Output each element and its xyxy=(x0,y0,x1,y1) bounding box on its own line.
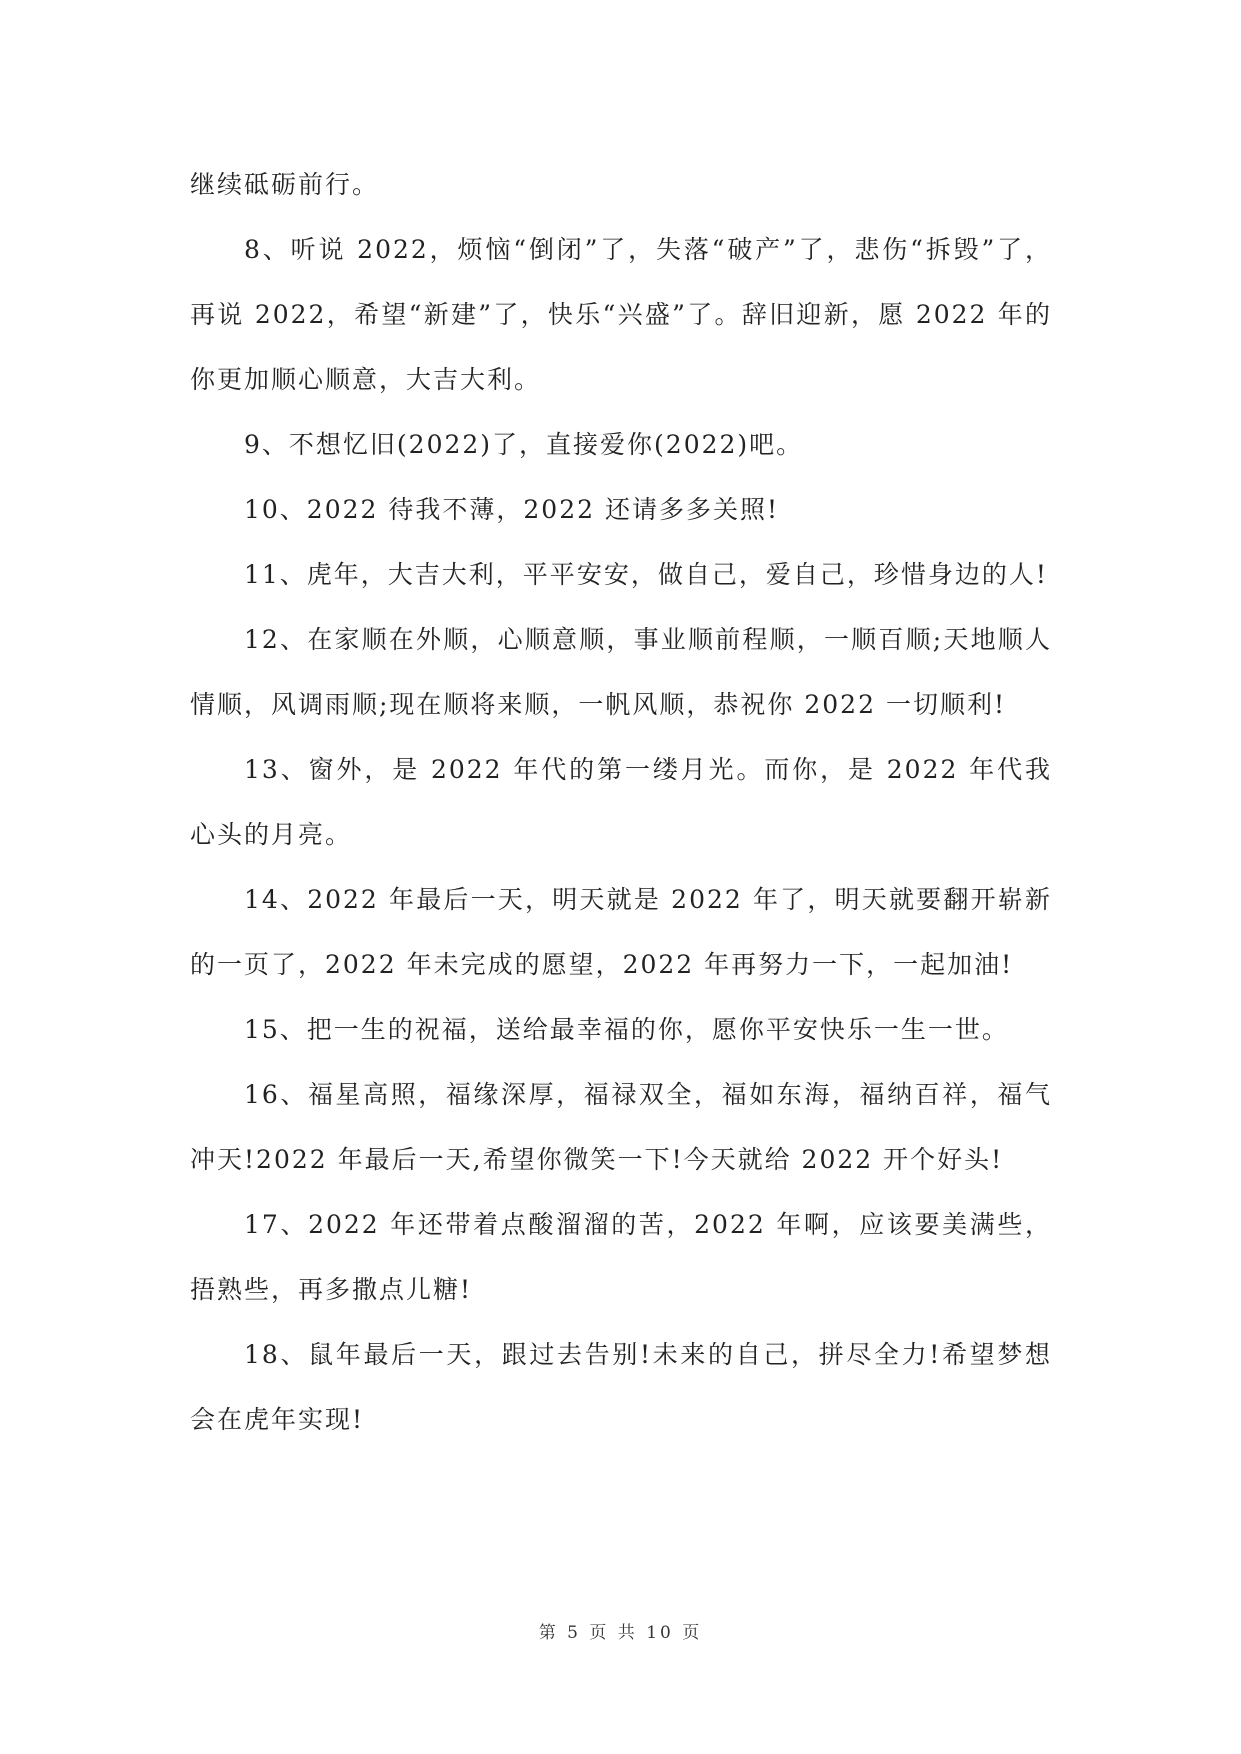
paragraph-item-8: 8、听说 2022，烦恼“倒闭”了，失落“破产”了，悲伤“拆毁”了，再说 2022，希望“新建”了，快乐“兴盛”了。辞旧迎新，愿 2022 年的你更加顺心顺意，大吉大利。 xyxy=(190,235,1052,394)
document-body xyxy=(190,152,1052,1452)
paragraph-item-18: 18、鼠年最后一天，跟过去告别!未来的自己，拼尽全力!希望梦想会在虎年实现! xyxy=(190,1340,1052,1434)
paragraph-item-17: 17、2022 年还带着点酸溜溜的苦，2022 年啊，应该要美满些，捂熟些，再多撒点儿糖! xyxy=(190,1210,1052,1304)
paragraph-continuation: 继续砥砺前行。 xyxy=(190,170,380,199)
paragraph-item-13: 13、窗外，是 2022 年代的第一缕月光。而你，是 2022 年代我心头的月亮。 xyxy=(190,755,1052,849)
page-number-footer: 第 5 页 共 10 页 xyxy=(538,1623,703,1643)
paragraph-item-11: 11、虎年，大吉大利，平平安安，做自己，爱自己，珍惜身边的人! xyxy=(244,560,1048,589)
paragraph-item-14: 14、2022 年最后一天，明天就是 2022 年了，明天就要翻开崭新的一页了，2022 年未完成的愿望，2022 年再努力一下，一起加油! xyxy=(190,885,1052,979)
paragraph-item-9: 9、不想忆旧(2022)了，直接爱你(2022)吧。 xyxy=(244,430,804,459)
paragraph-item-12: 12、在家顺在外顺，心顺意顺，事业顺前程顺，一顺百顺;天地顺人情顺，风调雨顺;现在顺将来顺，一帆风顺，恭祝你 2022 一切顺利! xyxy=(190,625,1052,719)
paragraph-item-10: 10、2022 待我不薄，2022 还请多多关照! xyxy=(244,495,779,524)
paragraph-item-15: 15、把一生的祝福，送给最幸福的你，愿你平安快乐一生一世。 xyxy=(244,1015,1009,1044)
paragraph-item-16: 16、福星高照，福缘深厚，福禄双全，福如东海，福纳百祥，福气冲天!2022 年最后一天,希望你微笑一下!今天就给 2022 开个好头! xyxy=(190,1080,1052,1174)
